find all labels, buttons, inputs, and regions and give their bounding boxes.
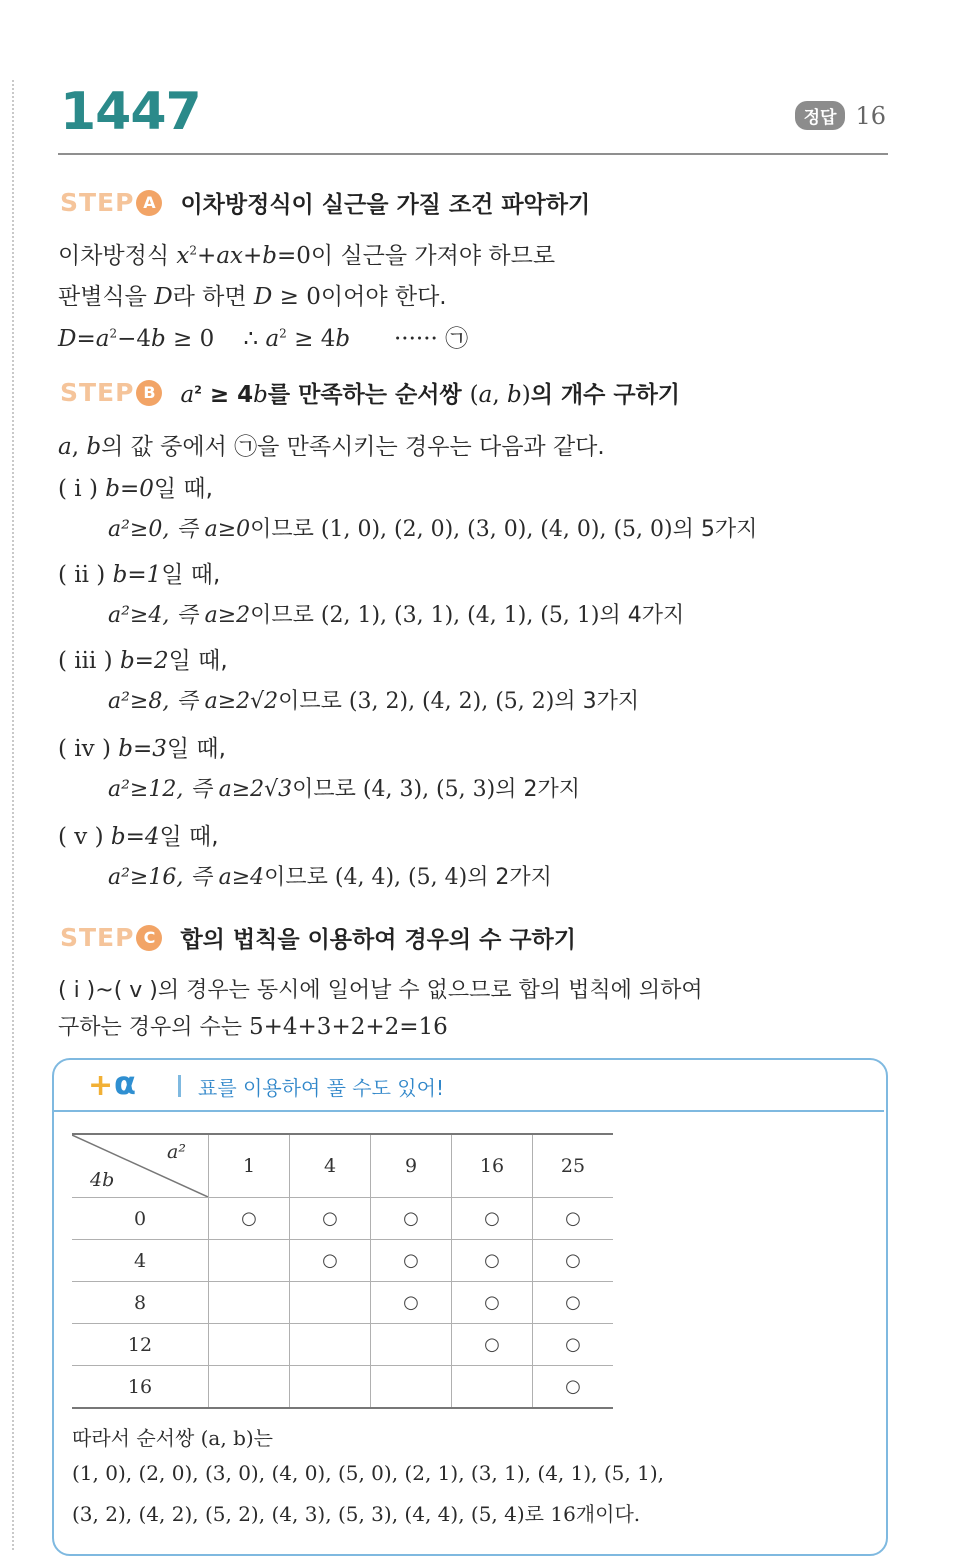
case-header: ( ⅰ ) b=0일 때, bbox=[58, 476, 213, 502]
row-header: 0 bbox=[72, 1198, 209, 1240]
tip-conclusion-1: 따라서 순서쌍 (a, b)는 bbox=[72, 1426, 274, 1450]
table-cell: ○ bbox=[371, 1198, 452, 1240]
tip-title: 표를 이용하여 풀 수도 있어! bbox=[198, 1076, 444, 1100]
step-a-line-2: 판별식을 D라 하면 D ≥ 0이어야 한다. bbox=[58, 284, 447, 310]
column-header: 16 bbox=[452, 1134, 533, 1198]
table-cell bbox=[371, 1324, 452, 1366]
table-row bbox=[72, 1282, 613, 1324]
row-header: 8 bbox=[72, 1282, 209, 1324]
step-a-title: 이차방정식이 실근을 가질 조건 파악하기 bbox=[180, 192, 591, 218]
table-cell: ○ bbox=[290, 1198, 371, 1240]
table-row bbox=[72, 1366, 613, 1409]
corner-top-label: a² bbox=[167, 1141, 186, 1163]
column-header: 9 bbox=[371, 1134, 452, 1198]
step-b-intro: a, b의 값 중에서 ㉠을 만족시키는 경우는 다음과 같다. bbox=[58, 434, 605, 460]
table-cell: ○ bbox=[533, 1324, 614, 1366]
tip-conclusion-2: (1, 0), (2, 0), (3, 0), (4, 0), (5, 0), (2, 1), (3, 1), (4, 1), (5, 1), bbox=[72, 1461, 665, 1485]
row-header: 12 bbox=[72, 1324, 209, 1366]
table-cell: ○ bbox=[452, 1240, 533, 1282]
step-a-badge: A bbox=[136, 190, 162, 216]
table-cell: ○ bbox=[533, 1282, 614, 1324]
step-label: STEP bbox=[60, 188, 135, 217]
tip-box-divider bbox=[54, 1110, 884, 1112]
step-a-line-3: $D=a^2-4b \ge 0$ ∴ $a^2 \ge 4b$ ······ ㉠ bbox=[58, 326, 469, 352]
table-row bbox=[72, 1324, 613, 1366]
case-result: a²≥4, 즉 a≥2이므로 (2, 1), (3, 1), (4, 1), (5, 1)의 4가지 bbox=[108, 603, 685, 628]
tip-conclusion-3: (3, 2), (4, 2), (5, 2), (4, 3), (5, 3), (4, 4), (5, 4)로 16개이다. bbox=[72, 1502, 641, 1526]
row-header: 16 bbox=[72, 1366, 209, 1409]
corner-bottom-label: 4b bbox=[90, 1169, 115, 1191]
step-c-header bbox=[60, 921, 576, 954]
table-cell bbox=[371, 1366, 452, 1409]
table-cell: ○ bbox=[371, 1240, 452, 1282]
table-cell: ○ bbox=[533, 1198, 614, 1240]
answer-badge: 정답 bbox=[795, 101, 846, 130]
column-header: 25 bbox=[533, 1134, 614, 1198]
step-c-badge: C bbox=[136, 925, 162, 951]
column-header: 4 bbox=[290, 1134, 371, 1198]
table-cell: ○ bbox=[371, 1282, 452, 1324]
step-a-header bbox=[60, 186, 590, 219]
table-cell: ○ bbox=[533, 1240, 614, 1282]
plus-icon: + bbox=[88, 1068, 114, 1103]
case-header: ( ⅴ ) b=4일 때, bbox=[58, 824, 219, 850]
case-result: a²≥16, 즉 a≥4이므로 (4, 4), (5, 4)의 2가지 bbox=[108, 865, 552, 890]
table-cell bbox=[290, 1366, 371, 1409]
table-row bbox=[72, 1198, 613, 1240]
table-cell: ○ bbox=[452, 1282, 533, 1324]
table-cell bbox=[452, 1366, 533, 1409]
table-cell: ○ bbox=[209, 1198, 290, 1240]
table-cell bbox=[209, 1282, 290, 1324]
case-header: ( ⅳ ) b=3일 때, bbox=[58, 736, 226, 762]
case-header: ( ⅲ ) b=2일 때, bbox=[58, 648, 228, 674]
step-c-title: 합의 법칙을 이용하여 경우의 수 구하기 bbox=[180, 927, 576, 953]
table-cell: ○ bbox=[452, 1324, 533, 1366]
step-label: STEP bbox=[60, 923, 135, 952]
case-header: ( ⅱ ) b=1일 때, bbox=[58, 562, 221, 588]
row-header: 4 bbox=[72, 1240, 209, 1282]
table-cell bbox=[209, 1366, 290, 1409]
answer-value: 16 bbox=[855, 101, 886, 130]
table-cell: ○ bbox=[533, 1366, 614, 1409]
step-c-line-2: 구하는 경우의 수는 5+4+3+2+2=16 bbox=[58, 1014, 448, 1040]
step-b-header bbox=[60, 376, 680, 409]
tip-table bbox=[72, 1133, 613, 1409]
step-a-line-1: 이차방정식 $x^2+ax+b=0$이 실근을 가져야 하므로 bbox=[58, 243, 556, 269]
table-row bbox=[72, 1240, 613, 1282]
table-cell: ○ bbox=[452, 1198, 533, 1240]
header-rule bbox=[58, 153, 888, 155]
table-cell: ○ bbox=[290, 1240, 371, 1282]
binding-margin bbox=[12, 80, 20, 1550]
table-cell bbox=[209, 1240, 290, 1282]
problem-number: 1447 bbox=[60, 82, 201, 142]
step-b-badge: B bbox=[136, 380, 162, 406]
step-b-title: $a^2 \ge 4b$를 만족하는 순서쌍 (a, b)의 개수 구하기 bbox=[180, 382, 681, 408]
step-label: STEP bbox=[60, 378, 135, 407]
alpha-icon: α bbox=[114, 1064, 136, 1102]
case-result: a²≥0, 즉 a≥0이므로 (1, 0), (2, 0), (3, 0), (4, 0), (5, 0)의 5가지 bbox=[108, 517, 758, 542]
table-cell bbox=[290, 1282, 371, 1324]
step-c-line-1: ( ⅰ )~( ⅴ )의 경우는 동시에 일어날 수 없으므로 합의 법칙에 의하여 bbox=[58, 978, 703, 1003]
table-cell bbox=[290, 1324, 371, 1366]
case-result: a²≥8, 즉 a≥2√2이므로 (3, 2), (4, 2), (5, 2)의 3가지 bbox=[108, 689, 640, 714]
column-header: 1 bbox=[209, 1134, 290, 1198]
table-corner bbox=[72, 1134, 209, 1198]
tip-divider-bar bbox=[178, 1075, 181, 1097]
table-cell bbox=[209, 1324, 290, 1366]
answer-block bbox=[795, 101, 886, 130]
case-result: a²≥12, 즉 a≥2√3이므로 (4, 3), (5, 3)의 2가지 bbox=[108, 777, 580, 802]
